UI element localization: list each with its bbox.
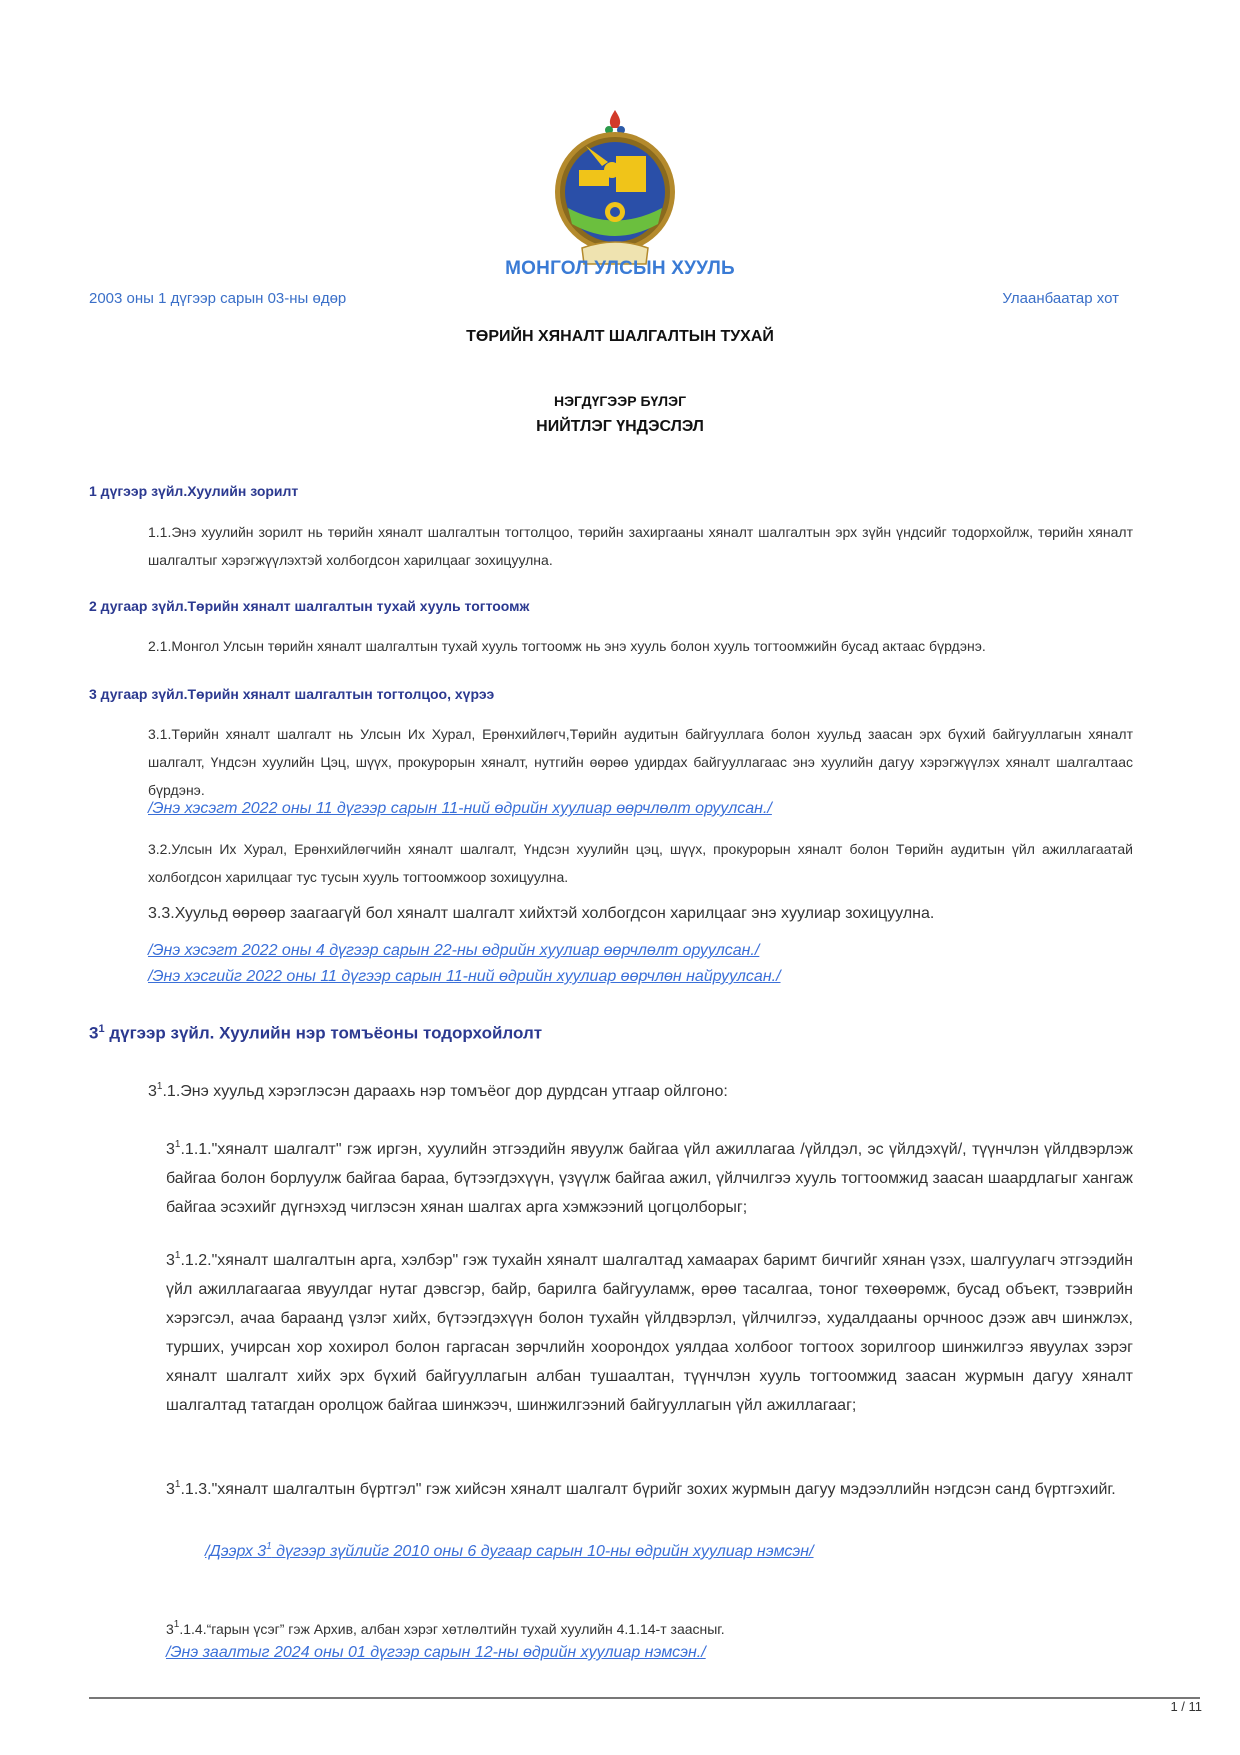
article-3-1-heading (89, 1023, 542, 1044)
article-3-paragraph-2: 3.2.Улсын Их Хурал, Ерөнхийлөгчийн хяналт шалгалт, Үндсэн хуулийн цэц, шүүх, прокурорын хяналт болон Төрийн аудитын үйл ажиллагаатай холбогдсон харилцааг тус тусын хууль тогтоомжоор зохицуулна. (148, 841, 1133, 885)
amendment-link[interactable]: /Энэ хэсэгт 2022 оны 4 дүгээр сарын 22-ны өдрийн хуулиар өөрчлөлт оруулсан./ (148, 942, 760, 959)
law-type-title: МОНГОЛ УЛСЫН ХУУЛЬ (505, 258, 735, 279)
clause-number: 3 (166, 1141, 175, 1158)
definition-1 (166, 1135, 1133, 1222)
amendment-link[interactable]: /Энэ заалтыг 2024 оны 01 дүгээр сарын 12-ны өдрийн хуулиар нэмсэн./ (166, 1644, 706, 1661)
clause-text: .1.4.“гарын үсэг” гэж Архив, албан хэрэг хөтлөлтийн тухай хуулийн 4.1.14-т заасныг. (179, 1621, 725, 1637)
page-indicator: 1 / 11 (1170, 1699, 1202, 1714)
amendment-text: /Дээрх 3 (205, 1543, 267, 1560)
definition-3 (166, 1475, 1133, 1504)
article-2-heading: 2 дугаар зүйл.Төрийн хяналт шалгалтын тухай хууль тогтоомж (89, 598, 530, 614)
heading-superscript: 1 (98, 1023, 105, 1035)
heading-number: 3 (89, 1023, 99, 1043)
heading-text: дүгээр зүйл. Хуулийн нэр томъёоны тодорхойлолт (104, 1023, 543, 1043)
clause-superscript: 1 (173, 1619, 180, 1630)
footer-divider (89, 1697, 1200, 1699)
clause-text: .1.1."хяналт шалгалт" гэж иргэн, хуулийн этгээдийн явуулж байгаа үйл ажиллагаа /үйлдэл, эс үйлдэхүй/, түүнчлэн үйлдвэрлэж байгаа болон борлуулж байгаа бараа, бүтээгдэхүүн, үзүүлж байгаа ажил, үйлчилгээ хууль тогтоомжид заасан шаардлагыг хангаж байгаа эсэхийг дүгнэхэд чиглэсэн хянан шалгах арга хэмжээний цогцолборыг; (166, 1141, 1133, 1216)
clause-text: .1.Энэ хуульд хэрэглэсэн дараахь нэр томъёог дор дурдсан утгаар ойлгоно: (162, 1083, 728, 1100)
clause-superscript: 1 (156, 1081, 163, 1092)
clause-text: .1.3."хяналт шалгалтын бүртгэл" гэж хийсэн хяналт шалгалт бүрийг зохих журмын дагуу мэдээллийн нэгдсэн санд бүртгэхийг. (180, 1481, 1116, 1498)
clause-text: .1.2."хяналт шалгалтын арга, хэлбэр" гэж тухайн хяналт шалгалтад хамаарах баримт бичгийг хянан үзэх, шалгуулагч этгээдийн үйл ажиллагаагаа явуулдаг нутаг дэвсгэр, байр, барилга байгууламж, өрөө тасалгаа, тоног төхөөрөмж, бусад объект, тээврийн хэрэгсэл, ачаа бараанд үзлэг хийх, бүтээгдэхүүн болон тухайн үйлдвэрлэл, үйлчилгээ, худалдааны орчноос дээж авч шинжлэх, турших, учирсан хор хохирол болон гаргасан зөрчлийн хоорондох уялдаа холбоог тогтоох зорилгоор шинжилгээ явуулах зэрэг хяналт шалгалт хийх эрх бүхий байгууллагын албан тушаалтан, түүнчлэн хууль тогтоомжид заасан журмын дагуу хяналт шалгалтад татагдан оролцож байгаа шинжээч, шинжилгээний байгууллагын үйл ажиллагааг; (166, 1252, 1133, 1414)
amendment-link[interactable]: /Энэ хэсэгт 2022 оны 11 дүгээр сарын 11-ний өдрийн хуулиар өөрчлөлт оруулсан./ (148, 800, 772, 817)
law-date: 2003 оны 1 дүгээр сарын 03-ны өдөр (89, 290, 347, 307)
amendment-link[interactable] (205, 1543, 814, 1561)
law-place: Улаанбаатар хот (1002, 290, 1119, 307)
amendment-text: дүгээр зүйлийг 2010 оны 6 дугаар сарын 10-ны өдрийн хуулиар нэмсэн/ (271, 1543, 814, 1560)
article-3-paragraph-1: 3.1.Төрийн хяналт шалгалт нь Улсын Их Хурал, Ерөнхийлөгч,Төрийн аудитын байгууллага болон хуульд заасан эрх бүхий байгууллагын хяналт шалгалт, Үндсэн хуулийн Цэц, шүүх, прокурорын хяналт, нутгийн өөрөө удирдах байгууллагаас энэ хуулийн дагуу хэрэгжүүлэх хяналт шалгалтаас бүрдэнэ. (148, 726, 1133, 798)
clause-number: 3 (166, 1481, 175, 1498)
clause-superscript: 1 (174, 1139, 181, 1150)
clause-number: 3 (166, 1252, 175, 1269)
amendment-superscript: 1 (266, 1541, 272, 1552)
law-meta (89, 290, 1119, 312)
document-title: ТӨРИЙН ХЯНАЛТ ШАЛГАЛТЫН ТУХАЙ (466, 328, 774, 345)
article-3-heading: 3 дугаар зүйл.Төрийн хяналт шалгалтын тогтолцоо, хүрээ (89, 686, 495, 702)
clause-superscript: 1 (174, 1250, 181, 1261)
chapter-number: НЭГДҮГЭЭР БҮЛЭГ (553, 393, 687, 409)
state-emblem-icon (546, 108, 684, 268)
definition-4 (166, 1615, 1151, 1643)
definition-2 (166, 1246, 1133, 1420)
clause-number: 3 (166, 1621, 174, 1637)
amendment-link[interactable]: /Энэ хэсгийг 2022 оны 11 дүгээр сарын 11-ний өдрийн хуулиар өөрчлөн найруулсан./ (148, 968, 781, 985)
article-2-paragraph-1: 2.1.Монгол Улсын төрийн хяналт шалгалтын тухай хууль тогтоомж нь энэ хууль болон хууль тогтоомжийн бусад актаас бүрдэнэ. (148, 638, 986, 654)
article-1-heading: 1 дүгээр зүйл.Хуулийн зорилт (89, 483, 299, 499)
chapter-name: НИЙТЛЭГ ҮНДЭСЛЭЛ (536, 418, 704, 435)
clause-number: 3 (148, 1083, 157, 1100)
article-3-paragraph-3: 3.3.Хуульд өөрөөр заагаагүй бол хяналт шалгалт хийхтэй холбогдсон харилцааг энэ хуулиар зохицуулна. (148, 905, 935, 922)
article-1-paragraph-1: 1.1.Энэ хуулийн зорилт нь төрийн хяналт шалгалтын тогтолцоо, төрийн захиргааны хяналт шалгалтын эрх зүйн үндсийг тодорхойлж, төрийн хяналт шалгалтыг хэрэгжүүлэхтэй холбогдсон харилцааг зохицуулна. (148, 524, 1133, 568)
article-3-1-intro (148, 1076, 1133, 1107)
clause-superscript: 1 (174, 1479, 181, 1490)
